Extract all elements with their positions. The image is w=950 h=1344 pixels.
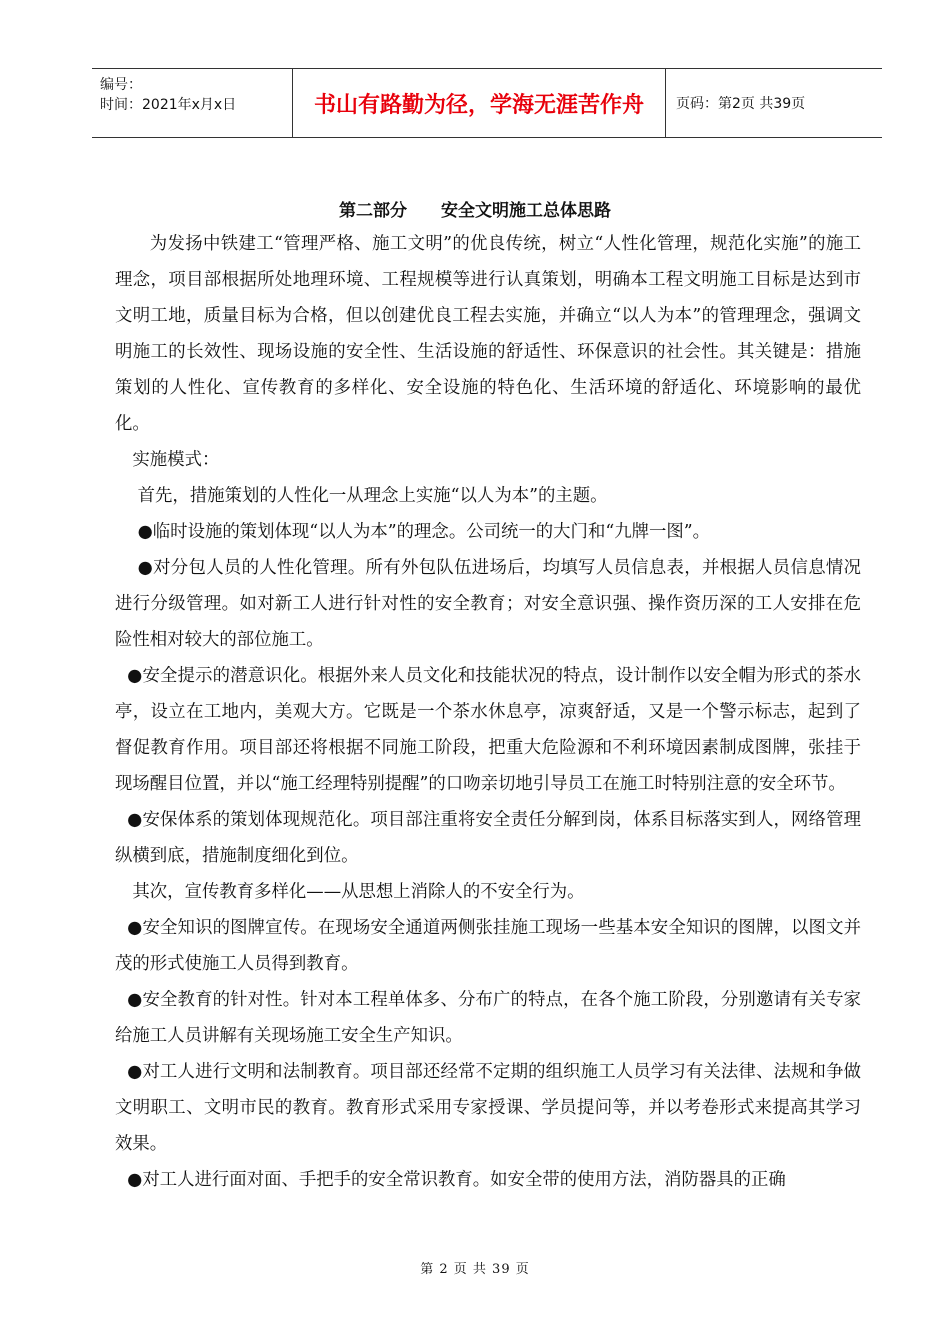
paragraph-bullet: ●安全提示的潜意识化。根据外来人员文化和技能状况的特点，设计制作以安全帽为形式的茶水亭，设立在工地内，美观大方。它既是一个茶水休息亭，凉爽舒适，又是一个警示标志，起到了督促教育作用。项目部还将根据不同施工阶段，把重大危险源和不利环境因素制成图牌，张挂于现场醒目位置，并以“施工经理特别提醒”的口吻亲切地引导员工在施工时特别注意的安全环节。 [115, 666, 861, 794]
document-body [115, 226, 861, 1198]
paragraph-bullet: ●对工人进行面对面、手把手的安全常识教育。如安全带的使用方法，消防器具的正确 [127, 1170, 786, 1190]
paragraph-intro: 为发扬中铁建工“管理严格、施工文明”的优良传统，树立“人性化管理，规范化实施”的施工理念，项目部根据所处地理环境、工程规模等进行认真策划，明确本工程文明施工目标是达到市文明工地，质量目标为合格，但以创建优良工程去实施，并确立“以人为本”的管理理念，强调文明施工的长效性、现场设施的安全性、生活设施的舒适性、环保意识的社会性。其关键是：措施策划的人性化、宣传教育的多样化、安全设施的特色化、生活环境的舒适化、环境影响的最优化。 [115, 234, 861, 434]
paragraph-bullet: ●对分包人员的人性化管理。所有外包队伍进场后，均填写人员信息表，并根据人员信息情况进行分级管理。如对新工人进行针对性的安全教育；对安全意识强、操作资历深的工人安排在危险性相对较大的部位施工。 [115, 558, 861, 650]
paragraph-bullet: ●安全知识的图牌宣传。在现场安全通道两侧张挂施工现场一些基本安全知识的图牌，以图文并茂的形式使施工人员得到教育。 [115, 918, 861, 974]
header-motto: 书山有路勤为径，学海无涯苦作舟 [293, 69, 666, 137]
paragraph-bullet: ●临时设施的策划体现“以人为本”的理念。公司统一的大门和“九牌一图”。 [137, 522, 711, 542]
section-heading: 安全文明施工总体思路 [441, 201, 611, 221]
header-page-label: 页码：第2页 共39页 [676, 96, 806, 112]
paragraph-bullet: ●对工人进行文明和法制教育。项目部还经常不定期的组织施工人员学习有关法律、法规和争做文明职工、文明市民的教育。教育形式采用专家授课、学员提问等，并以考卷形式来提高其学习效果。 [115, 1062, 861, 1154]
time-label: 时间：2021年x月x日 [100, 97, 237, 113]
paragraph-mode: 实施模式： [132, 450, 220, 470]
page-header [92, 68, 882, 138]
section-title [0, 196, 950, 221]
section-part: 第二部分 [339, 201, 407, 221]
header-meta [92, 69, 293, 137]
paragraph-first: 首先，措施策划的人性化一从理念上实施“以人为本”的主题。 [137, 486, 608, 506]
paragraph-bullet: ●安全教育的针对性。针对本工程单体多、分布广的特点，在各个施工阶段，分别邀请有关专家给施工人员讲解有关现场施工安全生产知识。 [115, 990, 861, 1046]
paragraph-bullet: ●安保体系的策划体现规范化。项目部注重将安全责任分解到岗，体系目标落实到人，网络管理纵横到底，措施制度细化到位。 [115, 810, 861, 866]
paragraph-second: 其次，宣传教育多样化——从思想上消除人的不安全行为。 [132, 882, 585, 902]
number-label: 编号： [100, 77, 142, 93]
page-footer: 第 2 页 共 39 页 [420, 1262, 530, 1277]
